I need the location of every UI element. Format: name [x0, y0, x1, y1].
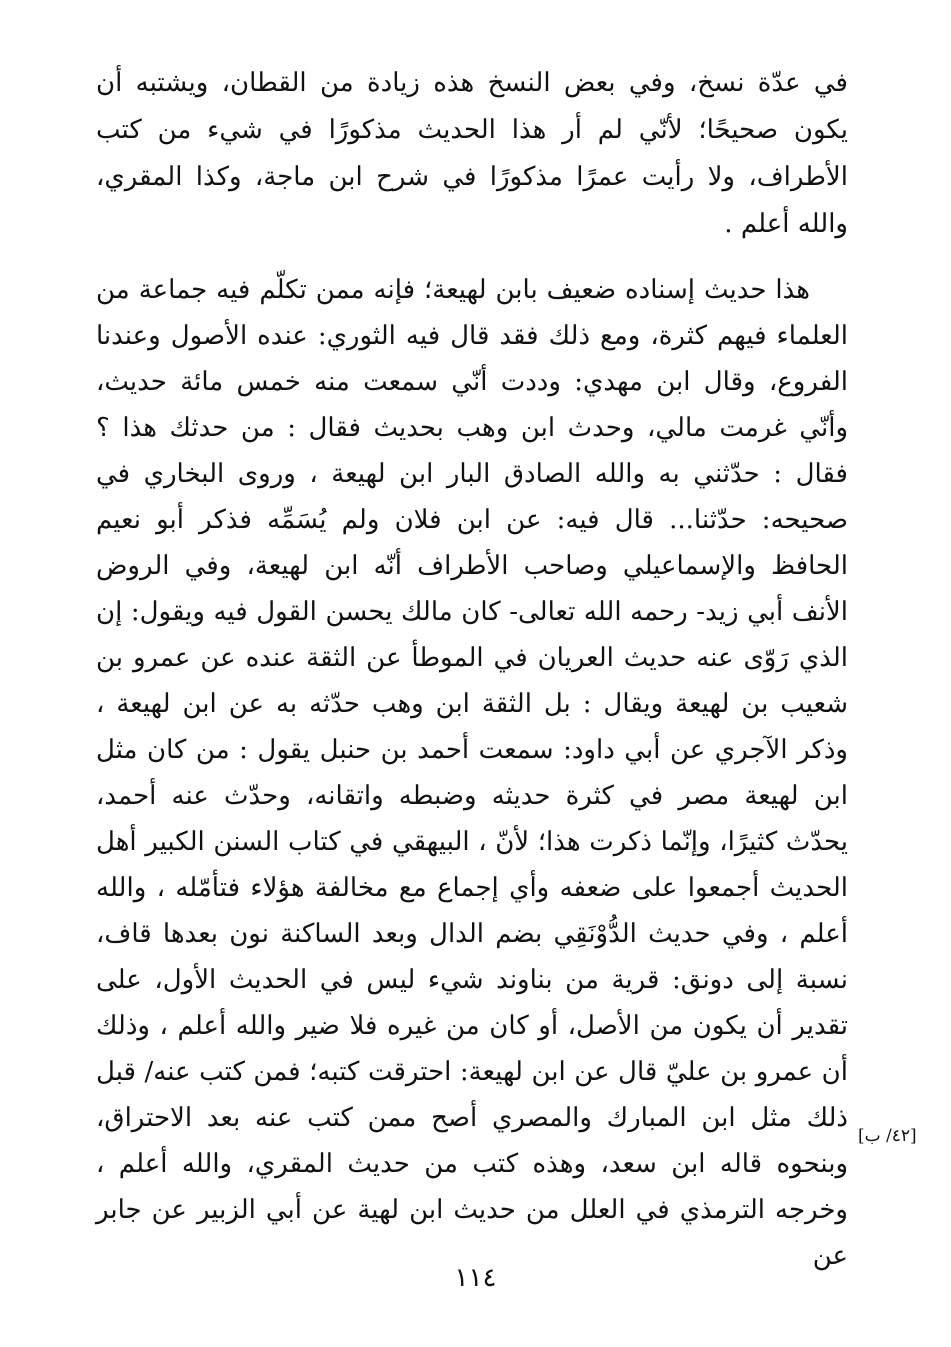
- paragraph-commentary: هذا حديث إسناده ضعيف بابن لهيعة؛ فإنه ممن تكلّم فيه جماعة من العلماء فيهم كثرة، ومع ذلك فقد قال فيه الثوري: عنده الأصول وعندنا الفروع، وقال ابن مهدي: وددت أنّي سمعت منه خمس مائة حديث، وأنّي غرمت مالي، وحدث ابن وهب بحديث فقال : من حدثك هذا ؟ فقال : حدّثني به والله الصادق البار ابن لهيعة ، وروى البخاري في صحيحه: حدّثنا... قال فيه: عن ابن فلان ولم يُسَمِّه فذكر أبو نعيم الحافظ والإسماعيلي وصاحب الأطراف أنّه ابن لهيعة، وفي الروض الأنف أبي زيد- رحمه الله تعالى- كان مالك يحسن القول فيه ويقول: إن الذي رَوّى عنه حديث العريان في الموطأ عن الثقة عنده عن عمرو بن شعيب بن لهيعة ويقال : بل الثقة ابن وهب حدّثه به عن ابن لهيعة ، وذكر الآجري عن أبي داود: سمعت أحمد بن حنبل يقول : من كان مثل ابن لهيعة مصر في كثرة حديثه وضبطه واتقانه، وحدّث عنه أحمد، يحدّث كثيرًا، وإنّما ذكرت هذا؛ لأنّ ، البيهقي في كتاب السنن الكبير أهل الحديث أجمعوا على ضعفه وأي إجماع مع مخالفة هؤلاء فتأمّله ، والله أعلم ، وفي حديث الدُّوْنَقِي بضم الدال وبعد الساكنة نون بعدها قاف، نسبة إلى دونق: قرية من بناوند شيء ليس في الحديث الأول، على تقدير أن يكون من الأصل، أو كان من غيره فلا ضير والله أعلم ، وذلك أن عمرو بن عليّ قال عن ابن لهيعة: احترقت كتبه؛ فمن كتب عنه/ قبل ذلك مثل ابن المبارك والمصري أصح ممن كتب عنه بعد الاحتراق، وبنحوه قاله ابن سعد، وهذه كتب من حديث المقري، والله أعلم ، وخرجه الترمذي في العلل من حديث ابن لهية عن أبي الزبير عن جابر عن: [96, 275, 848, 1271]
- paragraph-continuation: في عدّة نسخ، وفي بعض النسخ هذه زيادة من القطان، ويشتبه أن يكون صحيحًا؛ لأنّي لم أر هذا الحديث مذكورًا في شيء من كتب الأطراف، ولا رأيت عمرًا مذكورًا في شرح ابن ماجة، وكذا المقري، والله أعلم .: [96, 68, 848, 239]
- manuscript-folio-marker: [٤٢/ ب]: [858, 1126, 917, 1146]
- page-number: ١١٤: [454, 1263, 497, 1293]
